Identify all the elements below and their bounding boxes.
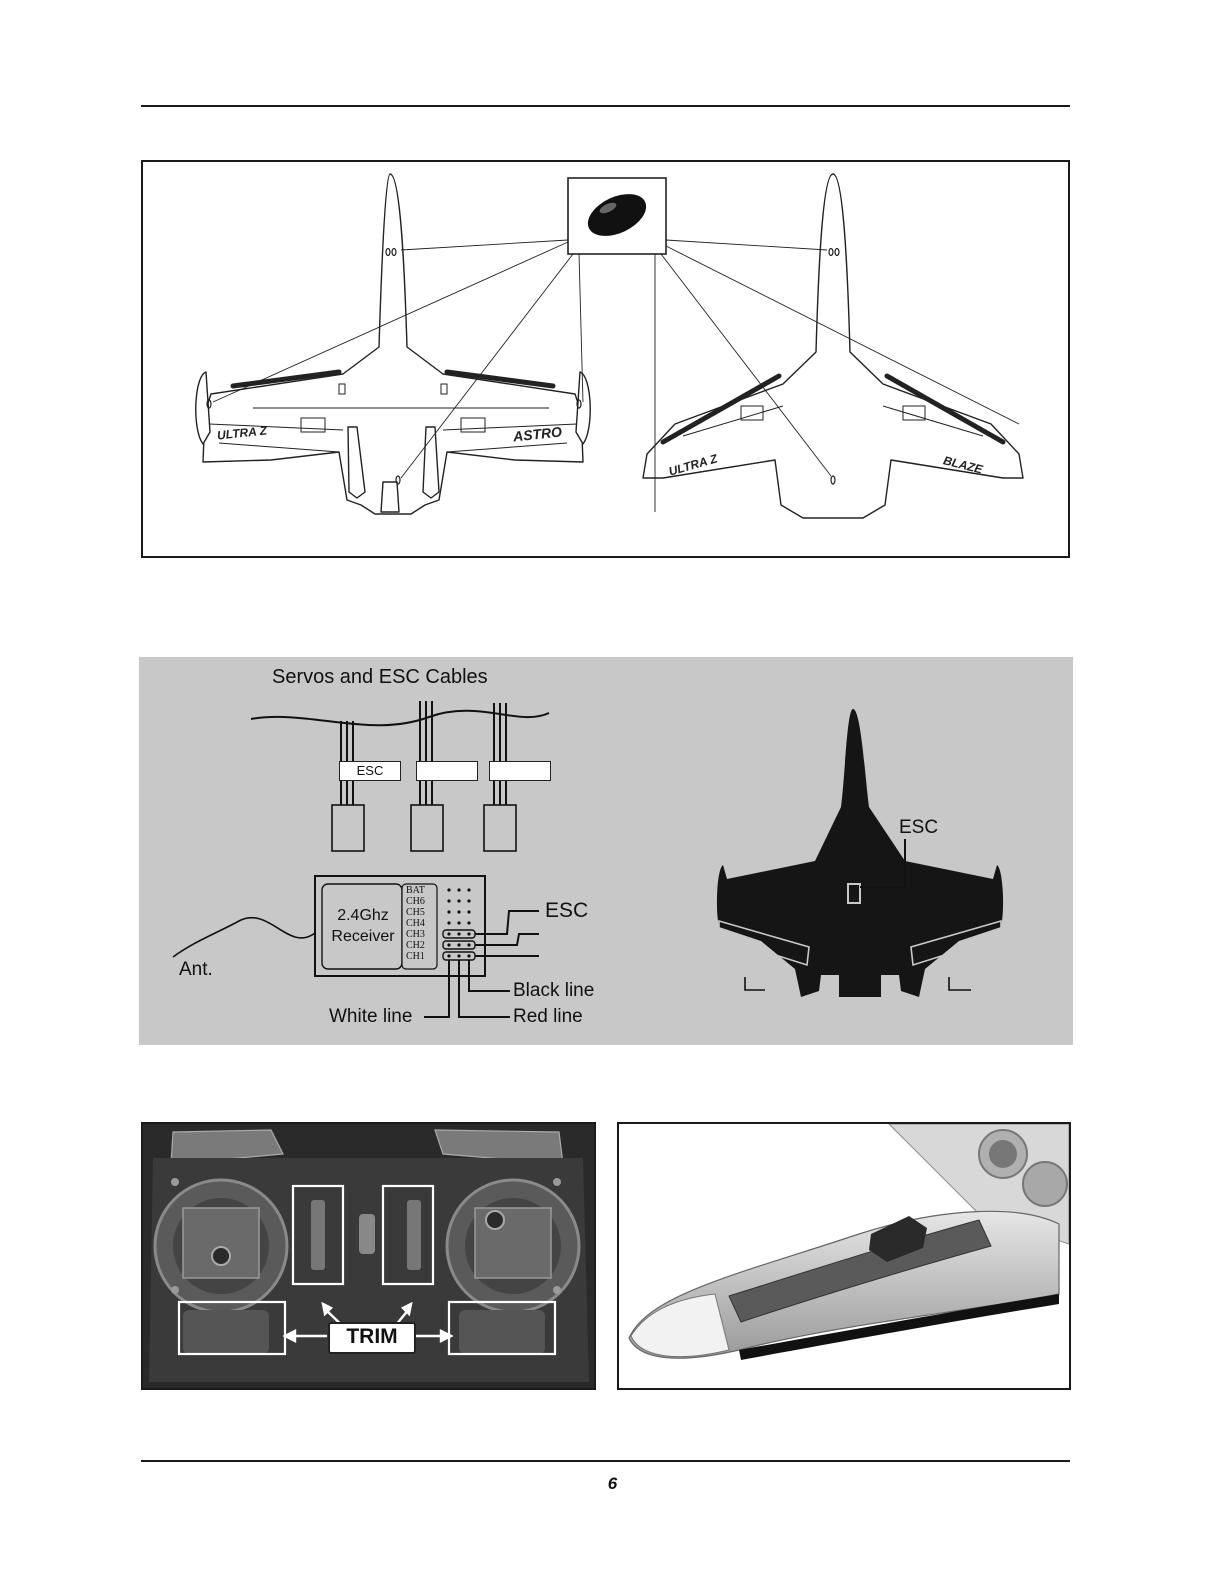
transmitter-trim-figure xyxy=(141,1122,596,1390)
right-blaze-decal: BLAZE xyxy=(941,453,985,477)
pin-label-ch1: CH1 xyxy=(406,951,425,962)
connector-tag-esc: ESC xyxy=(339,761,401,781)
receiver-label-line2: Receiver xyxy=(331,928,395,945)
pin-label-ch5: CH5 xyxy=(406,907,425,918)
astro-plane-outline xyxy=(203,174,583,514)
plane-esc-label: ESC xyxy=(899,817,939,838)
battery-compartment-figure xyxy=(617,1122,1071,1390)
antenna-wire xyxy=(173,918,315,957)
antenna-label: Ant. xyxy=(179,959,213,980)
pin-label-ch3: CH3 xyxy=(406,929,425,940)
bottom-rule xyxy=(141,1460,1070,1462)
white-line-label: White line xyxy=(329,1006,413,1027)
red-line-label: Red line xyxy=(513,1006,583,1027)
connector-tag-blank-1 xyxy=(416,761,478,781)
pin-label-ch4: CH4 xyxy=(406,918,425,929)
pin-label-bat: BAT xyxy=(406,885,425,896)
wiring-diagram-figure xyxy=(139,657,1073,1045)
receiver-label-line1: 2.4Ghz xyxy=(337,907,389,924)
connector-tag-blank-2 xyxy=(489,761,551,781)
plane-outlines-drawing xyxy=(143,162,1068,556)
plane-silhouette xyxy=(717,709,1003,997)
esc-channel-label: ESC xyxy=(545,899,589,922)
pin-label-ch2: CH2 xyxy=(406,940,425,951)
left-astro-decal: ASTRO xyxy=(512,423,563,445)
left-ultraz-decal: ULTRA Z xyxy=(216,423,268,443)
cables-title: Servos and ESC Cables xyxy=(272,666,488,688)
page-number: 6 xyxy=(607,1474,618,1493)
top-rule xyxy=(141,105,1070,107)
pin-label-ch6: CH6 xyxy=(406,896,425,907)
fuselage-render xyxy=(619,1124,1069,1388)
trim-label: TRIM xyxy=(328,1322,416,1354)
black-line-label: Black line xyxy=(513,980,595,1001)
wiring-drawing xyxy=(139,657,1073,1045)
right-ultraz-decal: ULTRA Z xyxy=(667,451,719,479)
cg-location-figure xyxy=(141,160,1070,558)
